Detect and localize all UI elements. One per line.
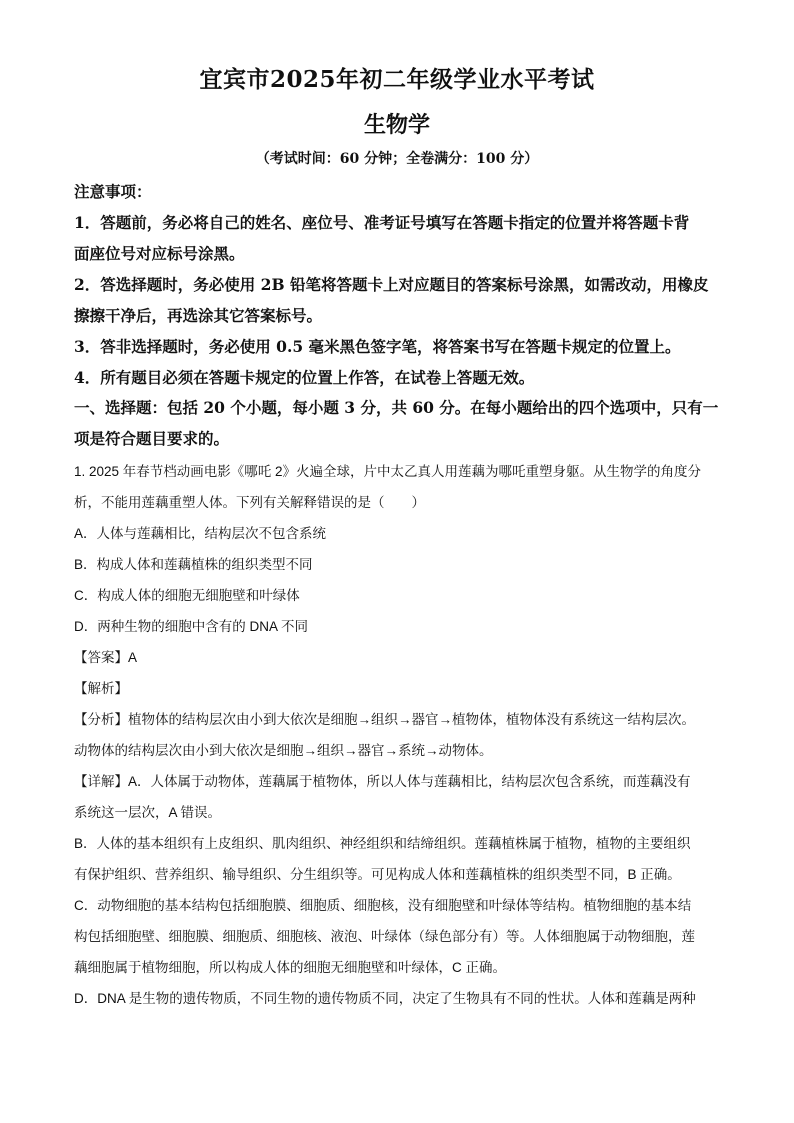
section-heading xyxy=(74,392,724,454)
exam-info: （考试时间：60 分钟；全卷满分：100 分） xyxy=(255,151,539,167)
analysis-heading: 【解析】 xyxy=(74,681,128,696)
section-heading-line: 一、选择题：包括 20 个小题，每小题 3 分，共 60 分。在每小题给出的四个选项中，只有一 xyxy=(74,398,719,417)
question-stem: 析，不能用莲藕重塑人体。下列有关解释错误的是（ ） xyxy=(74,495,425,510)
notice-block xyxy=(74,176,724,393)
analysis-line: 藕细胞属于植物细胞，所以构成人体的细胞无细胞壁和叶绿体，C 正确。 xyxy=(74,960,506,975)
notice-line: 2．答选择题时，务必使用 2B 铅笔将答题卡上对应题目的答案标号涂黑，如需改动，用橡皮 xyxy=(74,275,709,294)
analysis-line: 有保护组织、营养组织、输导组织、分生组织等。可见构成人体和莲藕植株的组织类型不同，B 正确。 xyxy=(74,867,681,882)
option-c: C．构成人体的细胞无细胞壁和叶绿体 xyxy=(74,588,300,603)
answer-line: 【答案】A xyxy=(74,650,138,665)
analysis-line: C．动物细胞的基本结构包括细胞膜、细胞质、细胞核，没有细胞壁和叶绿体等结构。植物细胞的基本结 xyxy=(74,898,692,913)
question-1 xyxy=(74,456,724,1014)
notice-heading: 注意事项： xyxy=(74,182,152,201)
analysis-line: 构包括细胞壁、细胞膜、细胞质、细胞核、液泡、叶绿体（绿色部分有）等。人体细胞属于动物细胞，莲 xyxy=(74,929,695,944)
question-stem: 1. 2025 年春节档动画电影《哪吒 2》火遍全球，片中太乙真人用莲藕为哪吒重塑身躯。从生物学的角度分 xyxy=(74,464,702,479)
notice-line: 1．答题前，务必将自己的姓名、座位号、准考证号填写在答题卡指定的位置并将答题卡背 xyxy=(74,213,690,232)
exam-title: 宜宾市2025年初二年级学业水平考试 xyxy=(199,66,595,93)
option-a: A．人体与莲藕相比，结构层次不包含系统 xyxy=(74,526,327,541)
option-b: B．构成人体和莲藕植株的组织类型不同 xyxy=(74,557,313,572)
analysis-line: D．DNA 是生物的遗传物质，不同生物的遗传物质不同，决定了生物具有不同的性状。人体和莲藕是两种 xyxy=(74,991,696,1006)
option-d: D．两种生物的细胞中含有的 DNA 不同 xyxy=(74,619,309,634)
notice-line: 4．所有题目必须在答题卡规定的位置上作答，在试卷上答题无效。 xyxy=(74,368,535,387)
notice-line: 擦擦干净后，再选涂其它答案标号。 xyxy=(74,306,323,325)
analysis-line: 【分析】植物体的结构层次由小到大依次是细胞→组织→器官→植物体，植物体没有系统这一结构层次。 xyxy=(74,712,695,727)
analysis-line: 系统这一层次，A 错误。 xyxy=(74,805,222,820)
analysis-line: B．人体的基本组织有上皮组织、肌肉组织、神经组织和结缔组织。莲藕植株属于植物，植物的主要组织 xyxy=(74,836,691,851)
analysis-line: 【详解】A．人体属于动物体，莲藕属于植物体，所以人体与莲藕相比，结构层次包含系统，而莲藕没有 xyxy=(74,774,691,789)
analysis-line: 动物体的结构层次由小到大依次是细胞→组织→器官→系统→动物体。 xyxy=(74,743,493,758)
subject-title: 生物学 xyxy=(363,112,430,138)
notice-line: 3．答非选择题时，务必使用 0.5 毫米黑色签字笔，将答案书写在答题卡规定的位置上。 xyxy=(74,337,681,356)
section-heading-line: 项是符合题目要求的。 xyxy=(74,429,230,448)
notice-line: 面座位号对应标号涂黑。 xyxy=(74,244,245,263)
